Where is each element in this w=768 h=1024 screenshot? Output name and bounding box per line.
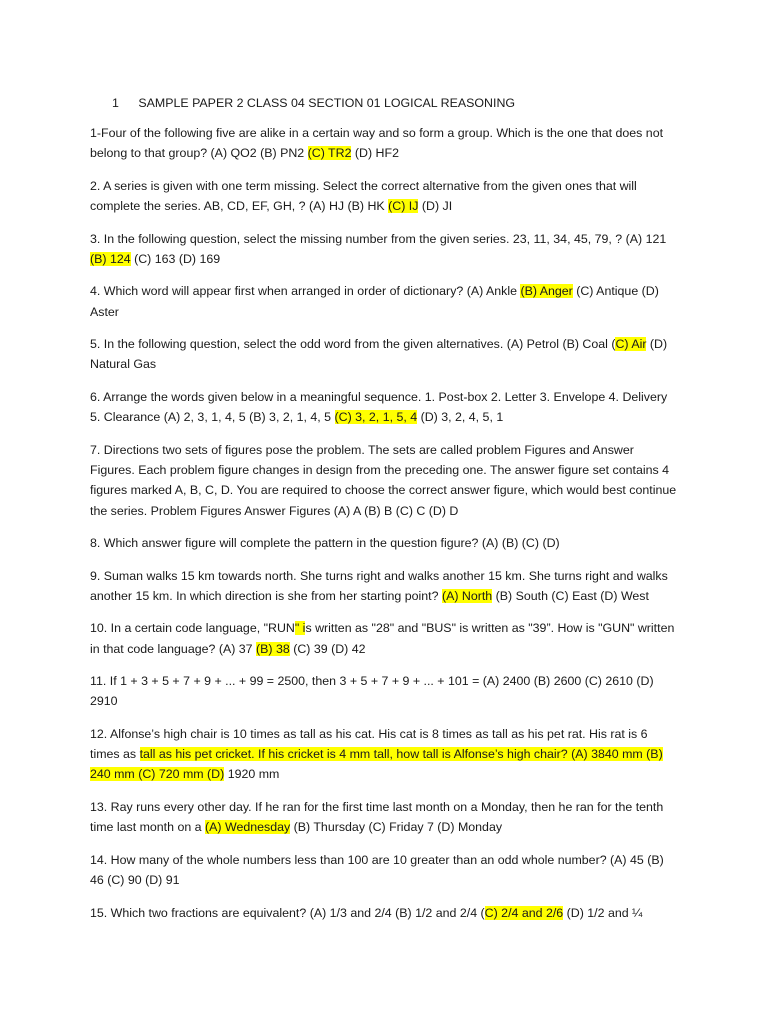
question-text: (C) 39 (D) 42 <box>289 641 366 656</box>
page-heading <box>112 94 680 112</box>
question-text: 15. Which two fractions are equivalent? (A) 1/3 and 2/4 (B) 1/2 and 2/4 ( <box>90 905 485 920</box>
question-text: (D) HF2 <box>351 146 399 161</box>
question-text: 13. Ray runs every other day. If he ran for the first time last month on a Monday, then he ran for the tenth time last month on a <box>90 799 664 835</box>
question-q5 <box>90 334 680 375</box>
highlighted-answer: " i <box>294 621 306 636</box>
question-text: (B) South (C) East (D) West <box>492 588 649 603</box>
question-q2 <box>90 176 680 217</box>
heading-title: SAMPLE PAPER 2 CLASS 04 SECTION 01 LOGICAL REASONING <box>138 96 516 110</box>
highlighted-answer: (B) 38 <box>256 641 290 656</box>
question-text: 3. In the following question, select the missing number from the given series. 23, 11, 34, 45, 79, ? (A) 121 <box>90 231 667 246</box>
question-text: (D) 1/2 and ¼ <box>563 905 643 920</box>
question-text: 12. Alfonse’s high chair is 10 times as tall as his cat. His cat is 8 times as tall as his pet rat. His rat is 6 times as <box>90 726 648 762</box>
question-text: (D) JI <box>418 199 453 214</box>
question-text: (C) Antique (D) Aster <box>90 284 659 319</box>
question-text: (D) 3, 2, 4, 5, 1 <box>417 410 504 425</box>
question-q4 <box>90 281 680 322</box>
question-q11 <box>90 671 680 712</box>
highlighted-answer: (A) North <box>441 588 493 603</box>
highlighted-answer: (A) Wednesday <box>205 820 291 835</box>
question-q1 <box>90 123 680 164</box>
question-q13 <box>90 797 680 838</box>
question-q8 <box>90 533 680 553</box>
question-text: (D) Natural Gas <box>90 337 668 372</box>
highlighted-answer: C) 2/4 and 2/6 <box>484 905 564 920</box>
question-text: 4. Which word will appear first when arranged in order of dictionary? (A) Ankle <box>90 284 521 299</box>
question-text: 11. If 1 + 3 + 5 + 7 + 9 + ... + 99 = 2500, then 3 + 5 + 7 + 9 + ... + 101 = (A) 2400 (B) 2600 (C) 2610 (D) 2910 <box>90 674 654 709</box>
heading-number: 1 <box>112 96 119 110</box>
question-text: 10. In a certain code language, "RUN <box>90 621 295 636</box>
highlighted-answer: (C) IJ <box>388 199 419 214</box>
highlighted-answer: (C) TR2 <box>307 146 352 161</box>
question-list <box>90 123 680 923</box>
question-text: 1920 mm <box>224 767 280 782</box>
question-q6 <box>90 387 680 428</box>
question-q14 <box>90 850 680 891</box>
question-text: s written as "28" and "BUS" is written as "39”. How is "GUN" written in that code language? (A) 37 <box>90 621 675 656</box>
question-q15 <box>90 903 680 923</box>
question-q9 <box>90 566 680 607</box>
question-q3 <box>90 229 680 270</box>
question-text: (B) Thursday (C) Friday 7 (D) Monday <box>290 820 503 835</box>
question-text: 7. Directions two sets of figures pose the problem. The sets are called problem Figures and Answer Figures. Each problem figure changes in design from the preceding one. The answer figure set contains 4 figures marked A, B, C, D. You are required to choose the correct answer figure, which would best continue the series. Problem Figures Answer Figures (A) A (B) B (C) C (D) D <box>90 442 677 518</box>
highlighted-answer: (C) 3, 2, 1, 5, 4 <box>334 410 418 425</box>
question-text: 8. Which answer figure will complete the pattern in the question figure? (A) (B) (C) (D) <box>90 536 560 551</box>
question-text: 5. In the following question, select the odd word from the given alternatives. (A) Petrol (B) Coal ( <box>90 337 616 352</box>
question-text: (C) 163 (D) 169 <box>130 251 221 266</box>
highlighted-answer: (B) 124 <box>90 251 131 266</box>
question-text: 9. Suman walks 15 km towards north. She turns right and walks another 15 km. She turns right and walks another 15 km. In which direction is she from her starting point? <box>90 568 668 603</box>
highlighted-answer: C) Air <box>615 337 647 352</box>
question-text: 6. Arrange the words given below in a meaningful sequence. 1. Post-box 2. Letter 3. Envelope 4. Delivery 5. Clearance (A) 2, 3, 1, 4, 5 (B) 3, 2, 1, 4, 5 <box>90 389 668 425</box>
highlighted-answer: tall as his pet cricket. If his cricket is 4 mm tall, how tall is Alfonse’s high chair? (A) 3840 mm (B) 240 mm (C) 720 mm (D) <box>90 747 663 782</box>
question-q7 <box>90 440 680 521</box>
question-text: 1-Four of the following five are alike in a certain way and so form a group. Which is the one that does not belong to that group? (A) QO2 (B) PN2 <box>90 126 664 161</box>
question-text: 2. A series is given with one term missing. Select the correct alternative from the given ones that will complete the series. AB, CD, EF, GH, ? (A) HJ (B) HK <box>90 178 637 214</box>
question-text: 14. How many of the whole numbers less than 100 are 10 greater than an odd whole number? (A) 45 (B) 46 (C) 90 (D) 91 <box>90 852 664 888</box>
highlighted-answer: (B) Anger <box>520 284 573 299</box>
question-q10 <box>90 618 680 659</box>
question-q12 <box>90 724 680 785</box>
